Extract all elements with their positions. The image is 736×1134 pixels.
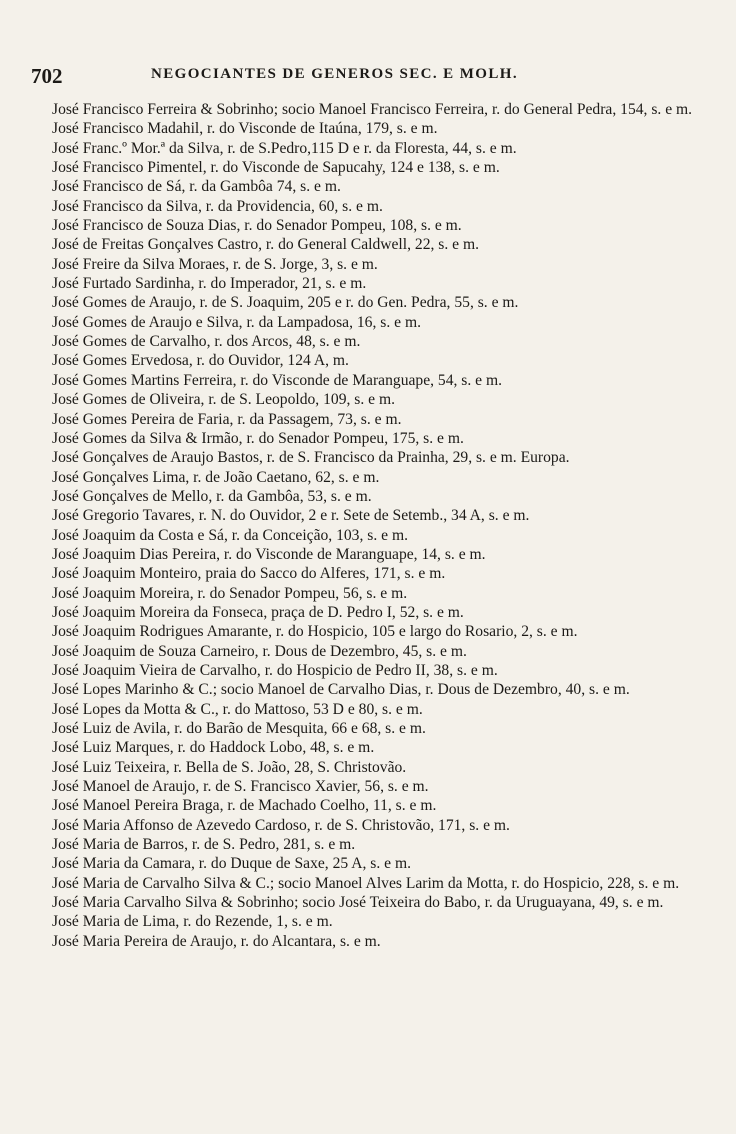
directory-entry: José Freire da Silva Moraes, r. de S. Jorge, 3, s. e m.	[52, 255, 378, 273]
directory-entry: José Gonçalves Lima, r. de João Caetano, 62, s. e m.	[52, 468, 380, 486]
directory-entry: José Luiz Marques, r. do Haddock Lobo, 48, s. e m.	[52, 739, 375, 757]
directory-entry: José Joaquim de Souza Carneiro, r. Dous de Dezembro, 45, s. e m.	[52, 642, 467, 660]
directory-entry: José Maria de Barros, r. de S. Pedro, 281, s. e m.	[52, 836, 356, 854]
page-number: 702	[31, 64, 63, 88]
directory-entry: José Franc.º Mor.ª da Silva, r. de S.Pedro,115 D e r. da Floresta, 44, s. e m.	[52, 139, 517, 157]
directory-entry: José de Freitas Gonçalves Castro, r. do General Caldwell, 22, s. e m.	[52, 236, 480, 254]
directory-entry: José Gomes de Oliveira, r. de S. Leopoldo, 109, s. e m.	[52, 391, 396, 409]
directory-entry: José Gomes de Carvalho, r. dos Arcos, 48, s. e m.	[52, 333, 361, 351]
directory-entry: José Joaquim Dias Pereira, r. do Visconde de Maranguape, 14, s. e m.	[52, 545, 486, 563]
directory-entry: José Maria Affonso de Azevedo Cardoso, r. de S. Christovão, 171, s. e m.	[52, 816, 510, 834]
directory-entry: José Gregorio Tavares, r. N. do Ouvidor, 2 e r. Sete de Setemb., 34 A, s. e m.	[52, 507, 530, 525]
directory-entry: José Joaquim Monteiro, praia do Sacco do Alferes, 171, s. e m.	[52, 565, 446, 583]
directory-entry: José Joaquim da Costa e Sá, r. da Conceição, 103, s. e m.	[52, 526, 408, 544]
directory-entry: José Luiz de Avila, r. do Barão de Mesquita, 66 e 68, s. e m.	[52, 720, 426, 737]
directory-entry: José Francisco de Sá, r. da Gambôa 74, s. e m.	[52, 178, 341, 196]
page-header	[31, 64, 691, 88]
directory-entries	[52, 100, 700, 951]
directory-entry: José Manoel Pereira Braga, r. de Machado Coelho, 11, s. e m.	[52, 797, 437, 815]
directory-entry: José Maria de Carvalho Silva & C.; socio Manoel Alves Larim da Motta, r. do Hospicio, 228, s. e m.	[52, 874, 680, 892]
directory-entry: José Gomes de Araujo, r. de S. Joaquim, 205 e r. do Gen. Pedra, 55, s. e m.	[52, 294, 519, 312]
directory-entry: José Manoel de Araujo, r. de S. Francisco Xavier, 56, s. e m.	[52, 778, 429, 796]
directory-entry: José Gomes Pereira de Faria, r. da Passagem, 73, s. e m.	[52, 410, 402, 428]
directory-entry: José Gomes da Silva & Irmão, r. do Senador Pompeu, 175, s. e m.	[52, 429, 464, 447]
directory-entry: José Francisco Pimentel, r. do Visconde de Sapucahy, 124 e 138, s. e m.	[52, 159, 500, 177]
directory-entry: José Lopes da Motta & C., r. do Mattoso, 53 D e 80, s. e m.	[52, 700, 423, 718]
directory-entry: José Francisco Madahil, r. do Visconde de Itaúna, 179, s. e m.	[52, 120, 438, 138]
directory-entry: José Francisco de Souza Dias, r. do Senador Pompeu, 108, s. e m.	[52, 217, 462, 235]
directory-entry: José Maria Carvalho Silva & Sobrinho; socio José Teixeira do Babo, r. da Uruguayana, 49, s. e m.	[52, 894, 664, 912]
running-title: NEGOCIANTES DE GENEROS SEC. E MOLH.	[151, 66, 518, 82]
directory-entry: José Francisco da Silva, r. da Providencia, 60, s. e m.	[52, 197, 383, 215]
directory-entry: José Francisco Ferreira & Sobrinho; socio Manoel Francisco Ferreira, r. do General Pedra, 154, s. e m.	[52, 101, 693, 118]
directory-entry: José Joaquim Vieira de Carvalho, r. do Hospicio de Pedro II, 38, s. e m.	[52, 661, 498, 679]
directory-entry: José Maria da Camara, r. do Duque de Saxe, 25 A, s. e m.	[52, 855, 412, 873]
directory-entry: José Gomes de Araujo e Silva, r. da Lampadosa, 16, s. e m.	[52, 313, 421, 331]
directory-entry: José Gonçalves de Araujo Bastos, r. de S. Francisco da Prainha, 29, s. e m. Europa.	[52, 449, 570, 467]
directory-entry: José Gonçalves de Mello, r. da Gambôa, 53, s. e m.	[52, 487, 372, 505]
directory-entry: José Maria Pereira de Araujo, r. do Alcantara, s. e m.	[52, 932, 381, 950]
directory-entry: José Joaquim Moreira da Fonseca, praça de D. Pedro I, 52, s. e m.	[52, 603, 464, 621]
directory-entry: José Luiz Teixeira, r. Bella de S. João, 28, S. Christovão.	[52, 758, 407, 776]
directory-entry: José Furtado Sardinha, r. do Imperador, 21, s. e m.	[52, 275, 367, 293]
directory-entry: José Maria de Lima, r. do Rezende, 1, s. e m.	[52, 913, 333, 931]
directory-entry: José Gomes Ervedosa, r. do Ouvidor, 124 A, m.	[52, 352, 349, 370]
directory-entry: José Lopes Marinho & C.; socio Manoel de Carvalho Dias, r. Dous de Dezembro, 40, s. e m.	[52, 681, 630, 699]
directory-entry: José Joaquim Moreira, r. do Senador Pompeu, 56, s. e m.	[52, 584, 408, 602]
directory-entry: José Joaquim Rodrigues Amarante, r. do Hospicio, 105 e largo do Rosario, 2, s. e m.	[52, 623, 578, 641]
directory-entry: José Gomes Martins Ferreira, r. do Visconde de Maranguape, 54, s. e m.	[52, 371, 503, 389]
